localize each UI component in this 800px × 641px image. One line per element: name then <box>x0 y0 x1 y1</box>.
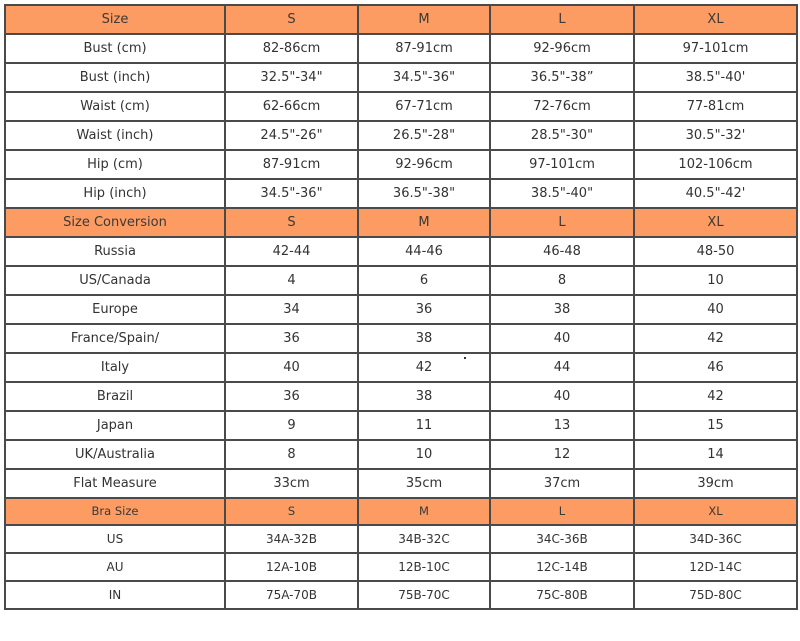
cell-m: 12B-10C <box>358 553 490 581</box>
table-row-france-spain <box>5 324 797 353</box>
cell-s: 32.5"-34" <box>225 63 358 92</box>
cell-m: 38 <box>358 324 490 353</box>
cell-l: 38.5"-40" <box>490 179 634 208</box>
cell-xl: 30.5"-32' <box>634 121 797 150</box>
table-row-japan <box>5 411 797 440</box>
header-cell-m: M <box>358 208 490 237</box>
header-cell-xl: XL <box>634 498 797 525</box>
cell-xl: 75D-80C <box>634 581 797 609</box>
table-row-waist-inch <box>5 121 797 150</box>
cell-m: 38 <box>358 382 490 411</box>
cell-m: 67-71cm <box>358 92 490 121</box>
header-cell-l: L <box>490 498 634 525</box>
cell-xl: 40.5"-42' <box>634 179 797 208</box>
cell-l: 40 <box>490 382 634 411</box>
cell-l: 37cm <box>490 469 634 498</box>
cell-m: 36.5"-38" <box>358 179 490 208</box>
cell-l: 12C-14B <box>490 553 634 581</box>
cell-l: 92-96cm <box>490 34 634 63</box>
table-row-bust-cm <box>5 34 797 63</box>
cell-m: 26.5"-28" <box>358 121 490 150</box>
row-label: Waist (inch) <box>5 121 225 150</box>
cell-m: 34.5"-36" <box>358 63 490 92</box>
table-row-brazil <box>5 382 797 411</box>
cell-xl: 12D-14C <box>634 553 797 581</box>
cell-l: 8 <box>490 266 634 295</box>
table-row-russia <box>5 237 797 266</box>
cell-s: 82-86cm <box>225 34 358 63</box>
row-label: AU <box>5 553 225 581</box>
header-cell-s: S <box>225 5 358 34</box>
header-cell-s: S <box>225 208 358 237</box>
table-row-us-canada <box>5 266 797 295</box>
cell-m: 42 <box>358 353 490 382</box>
header-cell-xl: XL <box>634 5 797 34</box>
row-label: Japan <box>5 411 225 440</box>
cell-xl: 46 <box>634 353 797 382</box>
cell-l: 36.5"-38” <box>490 63 634 92</box>
header-cell-label: Bra Size <box>5 498 225 525</box>
row-label: Bust (inch) <box>5 63 225 92</box>
measurements-header-row <box>5 5 797 34</box>
cell-xl: 48-50 <box>634 237 797 266</box>
cell-l: 72-76cm <box>490 92 634 121</box>
cell-l: 75C-80B <box>490 581 634 609</box>
table-row-bust-inch <box>5 63 797 92</box>
row-label: Bust (cm) <box>5 34 225 63</box>
table-row-europe <box>5 295 797 324</box>
cell-m: 36 <box>358 295 490 324</box>
table-row-bra-au <box>5 553 797 581</box>
row-label: Europe <box>5 295 225 324</box>
cell-xl: 97-101cm <box>634 34 797 63</box>
cell-m: 6 <box>358 266 490 295</box>
cell-xl: 40 <box>634 295 797 324</box>
table-row-waist-cm <box>5 92 797 121</box>
cell-s: 42-44 <box>225 237 358 266</box>
cell-s: 12A-10B <box>225 553 358 581</box>
cell-xl: 42 <box>634 324 797 353</box>
table-row-uk-australia <box>5 440 797 469</box>
row-label: UK/Australia <box>5 440 225 469</box>
cell-xl: 10 <box>634 266 797 295</box>
cell-xl: 34D-36C <box>634 525 797 553</box>
cell-s: 8 <box>225 440 358 469</box>
row-label: Russia <box>5 237 225 266</box>
cell-xl: 38.5"-40' <box>634 63 797 92</box>
row-label: Hip (inch) <box>5 179 225 208</box>
cell-s: 36 <box>225 324 358 353</box>
cell-s: 4 <box>225 266 358 295</box>
header-cell-label: Size <box>5 5 225 34</box>
cell-m: 92-96cm <box>358 150 490 179</box>
row-label: Flat Measure <box>5 469 225 498</box>
table-row-bra-in <box>5 581 797 609</box>
cell-m: 44-46 <box>358 237 490 266</box>
size-chart-table <box>4 4 798 610</box>
cell-l: 34C-36B <box>490 525 634 553</box>
row-label: Hip (cm) <box>5 150 225 179</box>
cell-xl: 39cm <box>634 469 797 498</box>
table-row-italy <box>5 353 797 382</box>
cell-s: 34A-32B <box>225 525 358 553</box>
header-cell-s: S <box>225 498 358 525</box>
cell-s: 36 <box>225 382 358 411</box>
header-cell-xl: XL <box>634 208 797 237</box>
conversion-header-row <box>5 208 797 237</box>
cell-m: 35cm <box>358 469 490 498</box>
cell-l: 44 <box>490 353 634 382</box>
cell-s: 75A-70B <box>225 581 358 609</box>
bra-header-row <box>5 498 797 525</box>
cell-l: 12 <box>490 440 634 469</box>
stray-dot-artifact <box>464 357 466 359</box>
cell-m: 10 <box>358 440 490 469</box>
cell-xl: 102-106cm <box>634 150 797 179</box>
cell-m: 11 <box>358 411 490 440</box>
cell-s: 62-66cm <box>225 92 358 121</box>
cell-s: 24.5"-26" <box>225 121 358 150</box>
cell-l: 28.5"-30" <box>490 121 634 150</box>
header-cell-l: L <box>490 5 634 34</box>
cell-l: 38 <box>490 295 634 324</box>
cell-m: 87-91cm <box>358 34 490 63</box>
cell-s: 87-91cm <box>225 150 358 179</box>
cell-m: 34B-32C <box>358 525 490 553</box>
cell-s: 33cm <box>225 469 358 498</box>
cell-l: 13 <box>490 411 634 440</box>
cell-m: 75B-70C <box>358 581 490 609</box>
row-label: US <box>5 525 225 553</box>
header-cell-label: Size Conversion <box>5 208 225 237</box>
cell-xl: 42 <box>634 382 797 411</box>
table-row-hip-cm <box>5 150 797 179</box>
table-row-flat-measure <box>5 469 797 498</box>
cell-l: 97-101cm <box>490 150 634 179</box>
row-label: France/Spain/ <box>5 324 225 353</box>
cell-xl: 77-81cm <box>634 92 797 121</box>
header-cell-m: M <box>358 498 490 525</box>
cell-s: 40 <box>225 353 358 382</box>
row-label: Brazil <box>5 382 225 411</box>
cell-l: 46-48 <box>490 237 634 266</box>
row-label: IN <box>5 581 225 609</box>
table-row-bra-us <box>5 525 797 553</box>
cell-s: 9 <box>225 411 358 440</box>
header-cell-l: L <box>490 208 634 237</box>
row-label: US/Canada <box>5 266 225 295</box>
table-row-hip-inch <box>5 179 797 208</box>
row-label: Italy <box>5 353 225 382</box>
cell-l: 40 <box>490 324 634 353</box>
header-cell-m: M <box>358 5 490 34</box>
cell-xl: 14 <box>634 440 797 469</box>
cell-s: 34.5"-36" <box>225 179 358 208</box>
row-label: Waist (cm) <box>5 92 225 121</box>
cell-s: 34 <box>225 295 358 324</box>
cell-xl: 15 <box>634 411 797 440</box>
